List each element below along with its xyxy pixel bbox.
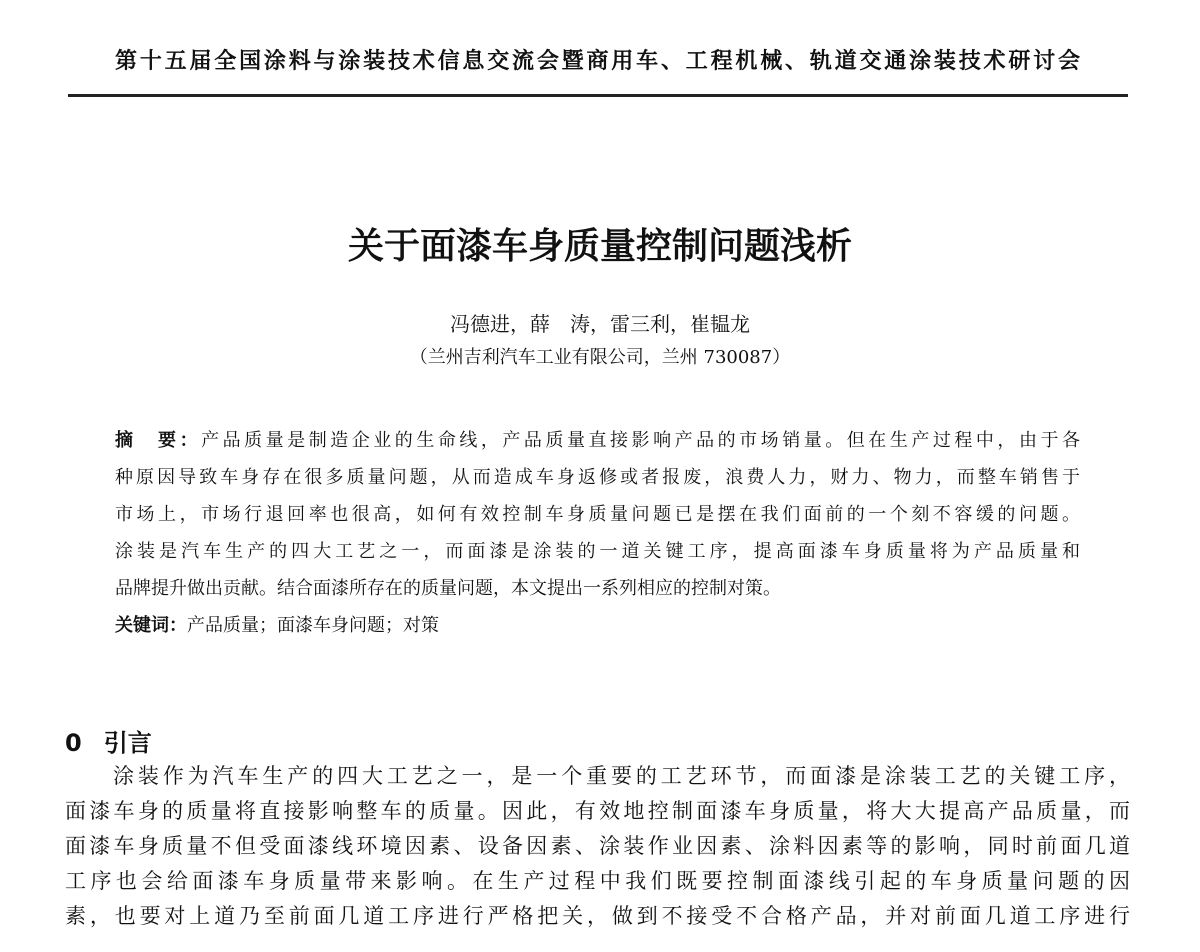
section-heading: [65, 723, 174, 758]
authors: 冯德进，薛 涛，雷三利，崔韫龙: [450, 312, 750, 336]
header-rule: [68, 94, 1128, 97]
abstract-text: 产品质量是制造企业的生命线，产品质量直接影响产品的市场销量。但在生产过程中，由于各: [201, 430, 1080, 451]
section-title: 引言: [103, 729, 152, 757]
section-number: 0: [65, 729, 82, 757]
abstract-line: 涂装是汽车生产的四大工艺之一，而面漆是涂装的一道关键工序，提高面漆车身质量将为产品质量和: [115, 541, 1080, 562]
abstract-label: 摘 要：: [115, 430, 202, 451]
body-line: 面漆车身质量不但受面漆线环境因素、设备因素、涂装作业因素、涂料因素等的影响，同时前面几道: [65, 834, 1130, 858]
keywords: [115, 611, 1080, 637]
abstract-line: 种原因导致车身存在很多质量问题，从而造成车身返修或者报废，浪费人力，财力、物力，而整车销售于: [115, 467, 1080, 488]
abstract-line: 市场上，市场行退回率也很高，如何有效控制车身质量问题已是摆在我们面前的一个刻不容缓的问题。: [115, 504, 1080, 525]
abstract-line: 品牌提升做出贡献。结合面漆所存在的质量问题，本文提出一系列相应的控制对策。: [115, 578, 781, 599]
affiliation: （兰州吉利汽车工业有限公司，兰州 730087）: [409, 347, 791, 368]
body-line: 涂装作为汽车生产的四大工艺之一，是一个重要的工艺环节，而面漆是涂装工艺的关键工序，: [113, 764, 1130, 788]
keywords-text: 产品质量；面漆车身问题；对策: [187, 615, 439, 636]
conference-header: 第十五届全国涂料与涂装技术信息交流会暨商用车、工程机械、轨道交通涂装技术研讨会: [115, 49, 1080, 74]
keywords-label: 关键词：: [115, 615, 187, 636]
body-line: 素，也要对上道乃至前面几道工序进行严格把关，做到不接受不合格产品，并对前面几道工序进行: [65, 904, 1130, 928]
paper-title: 关于面漆车身质量控制问题浅析: [347, 226, 852, 267]
abstract-line: [115, 426, 1080, 452]
body-line: 面漆车身的质量将直接影响整车的质量。因此，有效地控制面漆车身质量，将大大提高产品质量，而: [65, 799, 1130, 823]
body-line: 工序也会给面漆车身质量带来影响。在生产过程中我们既要控制面漆线引起的车身质量问题的因: [65, 869, 1130, 893]
